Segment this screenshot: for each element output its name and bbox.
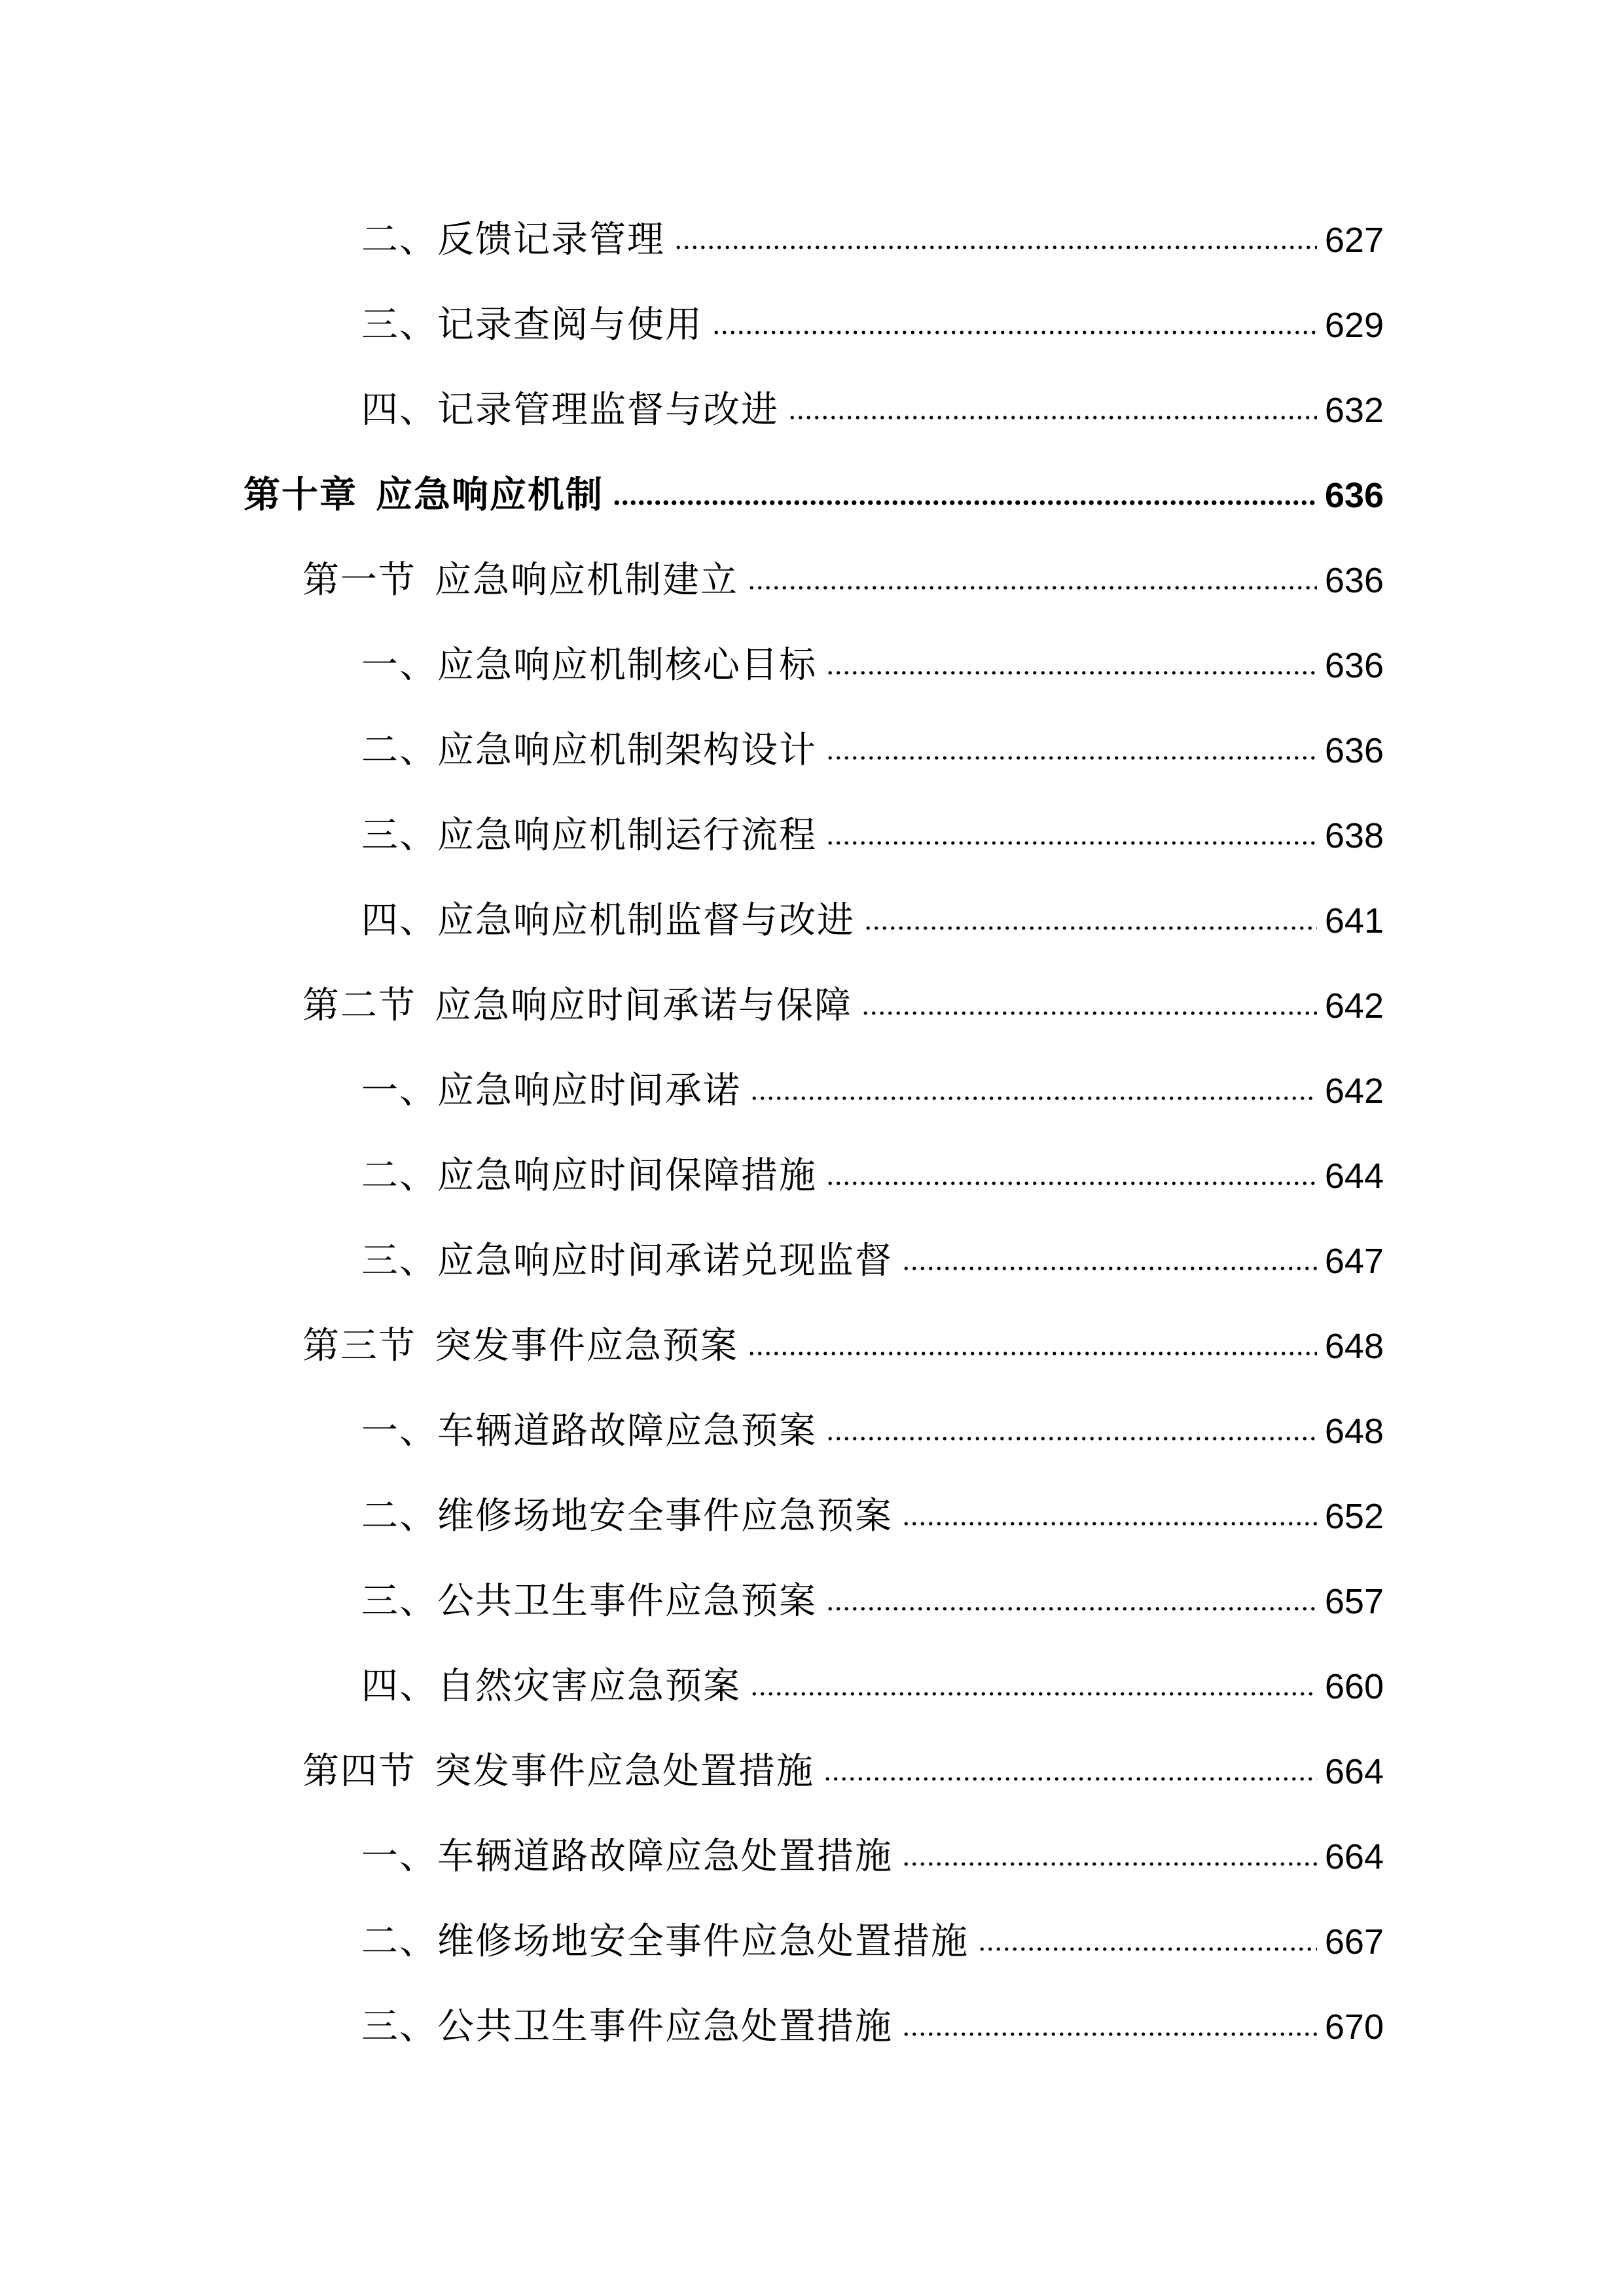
dot-leader: [826, 1605, 1317, 1612]
toc-entry[interactable]: [361, 1147, 1384, 1206]
toc-entry-title: 二、应急响应机制架构设计: [361, 729, 817, 772]
toc-page-number: 652: [1324, 1497, 1384, 1536]
toc-entry[interactable]: [361, 1998, 1384, 2056]
dot-leader: [788, 414, 1317, 421]
dot-leader: [674, 244, 1317, 251]
toc-page-number: 641: [1324, 901, 1384, 941]
toc-entry[interactable]: [361, 381, 1384, 440]
toc-page-number: 667: [1324, 1922, 1384, 1962]
toc-entry-title: 三、应急响应机制运行流程: [361, 814, 817, 857]
toc-page-number: 636: [1324, 476, 1384, 515]
toc-entry-title: 四、应急响应机制监督与改进: [361, 899, 855, 942]
toc-entry[interactable]: [361, 1232, 1384, 1291]
toc-entry[interactable]: [361, 806, 1384, 865]
dot-leader: [826, 840, 1317, 846]
toc-page-number: 660: [1324, 1667, 1384, 1706]
toc-entry[interactable]: [361, 1487, 1384, 1546]
toc-page-number: 644: [1324, 1157, 1384, 1196]
toc-page-number: 642: [1324, 1071, 1384, 1111]
dot-leader: [902, 1861, 1317, 1867]
toc-entry-title: 四、记录管理监督与改进: [361, 389, 779, 431]
toc-section-entry[interactable]: [302, 551, 1384, 610]
toc-page-number: 648: [1324, 1412, 1384, 1451]
toc-entry-title: 一、车辆道路故障应急处置措施: [361, 1835, 893, 1878]
toc-entry-title: 二、维修场地安全事件应急预案: [361, 1495, 893, 1537]
toc-page-number: 648: [1324, 1327, 1384, 1366]
toc-page-number: 636: [1324, 646, 1384, 685]
toc-entry[interactable]: [361, 721, 1384, 780]
dot-leader: [826, 1435, 1317, 1442]
toc-page-number: 664: [1324, 1752, 1384, 1791]
dot-leader: [613, 499, 1317, 506]
dot-leader: [750, 1691, 1317, 1697]
toc-entry[interactable]: [361, 1657, 1384, 1716]
dot-leader: [826, 670, 1317, 676]
toc-page-number: 638: [1324, 816, 1384, 855]
toc-entry-title: 一、车辆道路故障应急预案: [361, 1410, 817, 1452]
toc-page-number: 670: [1324, 2007, 1384, 2047]
toc-entry-title: 第十章 应急响应机制: [244, 474, 604, 516]
toc-entry-title: 二、维修场地安全事件应急处置措施: [361, 1920, 969, 1963]
toc-entry-title: 第一节 应急响应机制建立: [302, 559, 738, 601]
toc-entry-title: 四、自然灾害应急预案: [361, 1665, 741, 1708]
toc-page-number: 627: [1324, 221, 1384, 260]
dot-leader: [978, 1946, 1317, 1952]
dot-leader: [826, 755, 1317, 761]
dot-leader: [750, 1095, 1317, 1102]
toc-entry-title: 三、记录查阅与使用: [361, 304, 703, 346]
toc-entry[interactable]: [361, 1402, 1384, 1461]
toc-entry-title: 三、应急响应时间承诺兑现监督: [361, 1240, 893, 1282]
toc-page-number: 636: [1324, 561, 1384, 600]
dot-leader: [748, 584, 1317, 591]
dot-leader: [823, 1776, 1317, 1782]
toc-entry[interactable]: [361, 891, 1384, 950]
dot-leader: [902, 1520, 1317, 1527]
toc-entry-title: 三、公共卫生事件应急预案: [361, 1580, 817, 1623]
toc-entry-title: 一、应急响应机制核心目标: [361, 644, 817, 687]
toc-entry-title: 二、反馈记录管理: [361, 219, 665, 261]
toc-entry-title: 第二节 应急响应时间承诺与保障: [302, 984, 852, 1027]
toc-page-number: 629: [1324, 306, 1384, 345]
dot-leader: [864, 925, 1317, 931]
toc-page-number: 664: [1324, 1837, 1384, 1876]
toc-entry[interactable]: [361, 1062, 1384, 1121]
toc-entry[interactable]: [361, 1912, 1384, 1971]
toc-section-entry[interactable]: [302, 1317, 1384, 1376]
toc-entry-title: 三、公共卫生事件应急处置措施: [361, 2005, 893, 2048]
toc-entry-title: 一、应急响应时间承诺: [361, 1069, 741, 1112]
toc-entry-title: 第四节 突发事件应急处置措施: [302, 1750, 814, 1793]
toc-entry[interactable]: [361, 1827, 1384, 1886]
dot-leader: [748, 1350, 1317, 1357]
toc-page-number: 642: [1324, 986, 1384, 1026]
toc-entry[interactable]: [361, 636, 1384, 695]
dot-leader: [861, 1010, 1317, 1016]
toc-entry[interactable]: [361, 1572, 1384, 1631]
dot-leader: [902, 1265, 1317, 1272]
toc-page-number: 657: [1324, 1582, 1384, 1621]
toc-entry-title: 二、应急响应时间保障措施: [361, 1155, 817, 1197]
toc-section-entry[interactable]: [302, 977, 1384, 1035]
dot-leader: [826, 1180, 1317, 1187]
dot-leader: [712, 329, 1317, 336]
toc-page-number: 647: [1324, 1242, 1384, 1281]
toc-page-number: 636: [1324, 731, 1384, 770]
toc-entry[interactable]: [361, 211, 1384, 270]
toc-section-entry[interactable]: [302, 1742, 1384, 1801]
toc-entry[interactable]: [361, 296, 1384, 355]
toc-entry-title: 第三节 突发事件应急预案: [302, 1325, 738, 1367]
dot-leader: [902, 2031, 1317, 2037]
toc-chapter-entry[interactable]: [244, 466, 1384, 525]
toc-page-number: 632: [1324, 391, 1384, 430]
